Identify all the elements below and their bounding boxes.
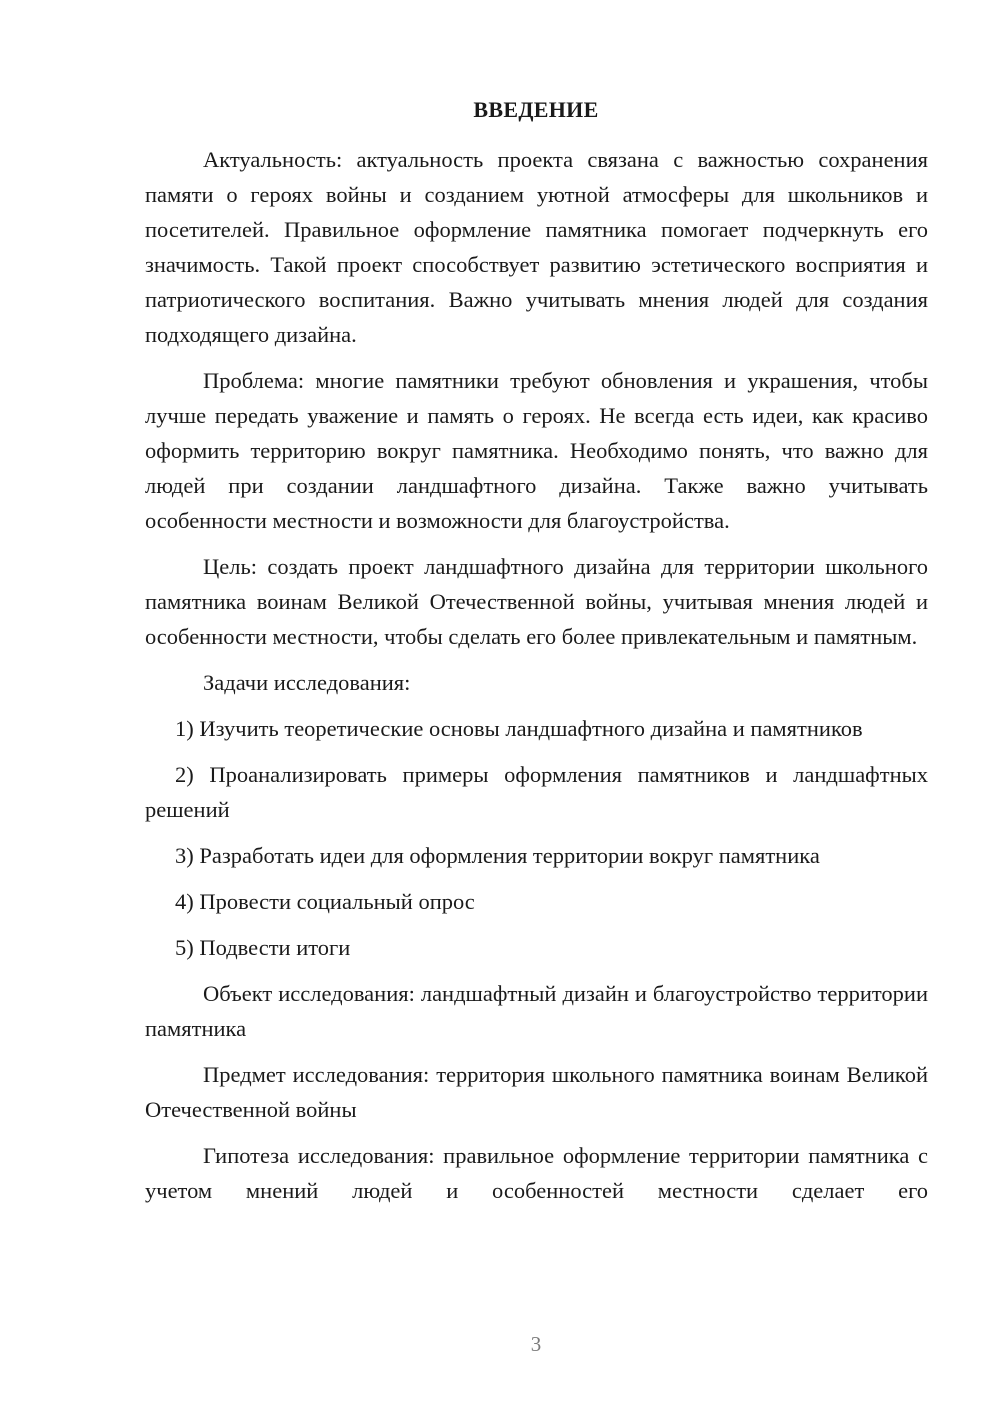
document-body <box>145 142 928 1219</box>
paragraph-problem: Проблема: многие памятники требуют обновления и украшения, чтобы лучше передать уважение и память о героях. Не всегда есть идеи, как красиво оформить территорию вокруг памятника. Необходимо понять, что важно для людей при создании ландшафтного дизайна. Также важно учитывать особенности местности и возможности для благоустройства. <box>145 368 928 533</box>
paragraph-object: Объект исследования: ландшафтный дизайн и благоустройство территории памятника <box>145 981 928 1041</box>
list-item: 1) Изучить теоретические основы ландшафтного дизайна и памятников <box>175 716 863 741</box>
paragraph-hypothesis: Гипотеза исследования: правильное оформление территории памятника с учетом мнений людей и особенностей местности сделает его <box>145 1143 928 1203</box>
list-item: 2) Проанализировать примеры оформления памятников и ландшафтных решений <box>145 762 928 822</box>
tasks-heading: Задачи исследования: <box>203 670 411 695</box>
paragraph-subject: Предмет исследования: территория школьного памятника воинам Великой Отечественной войны <box>145 1062 928 1122</box>
list-item: 5) Подвести итоги <box>175 935 351 960</box>
paragraph-goal: Цель: создать проект ландшафтного дизайна для территории школьного памятника воинам Великой Отечественной войны, учитывая мнения людей и особенности местности, чтобы сделать его более привлекательным и памятным. <box>145 554 928 649</box>
paragraph-relevance: Актуальность: актуальность проекта связана с важностью сохранения памяти о героях войны и созданием уютной атмосферы для школьников и посетителей. Правильное оформление памятника помогает подчеркнуть его значимость. Такой проект способствует развитию эстетического восприятия и патриотического воспитания. Важно учитывать мнения людей для создания подходящего дизайна. <box>145 147 928 347</box>
page-number: 3 <box>530 1332 542 1356</box>
list-item: 3) Разработать идеи для оформления территории вокруг памятника <box>175 843 820 868</box>
tasks-list <box>145 711 928 965</box>
list-item: 4) Провести социальный опрос <box>175 889 475 914</box>
page-title: ВВЕДЕНИЕ <box>473 97 599 122</box>
